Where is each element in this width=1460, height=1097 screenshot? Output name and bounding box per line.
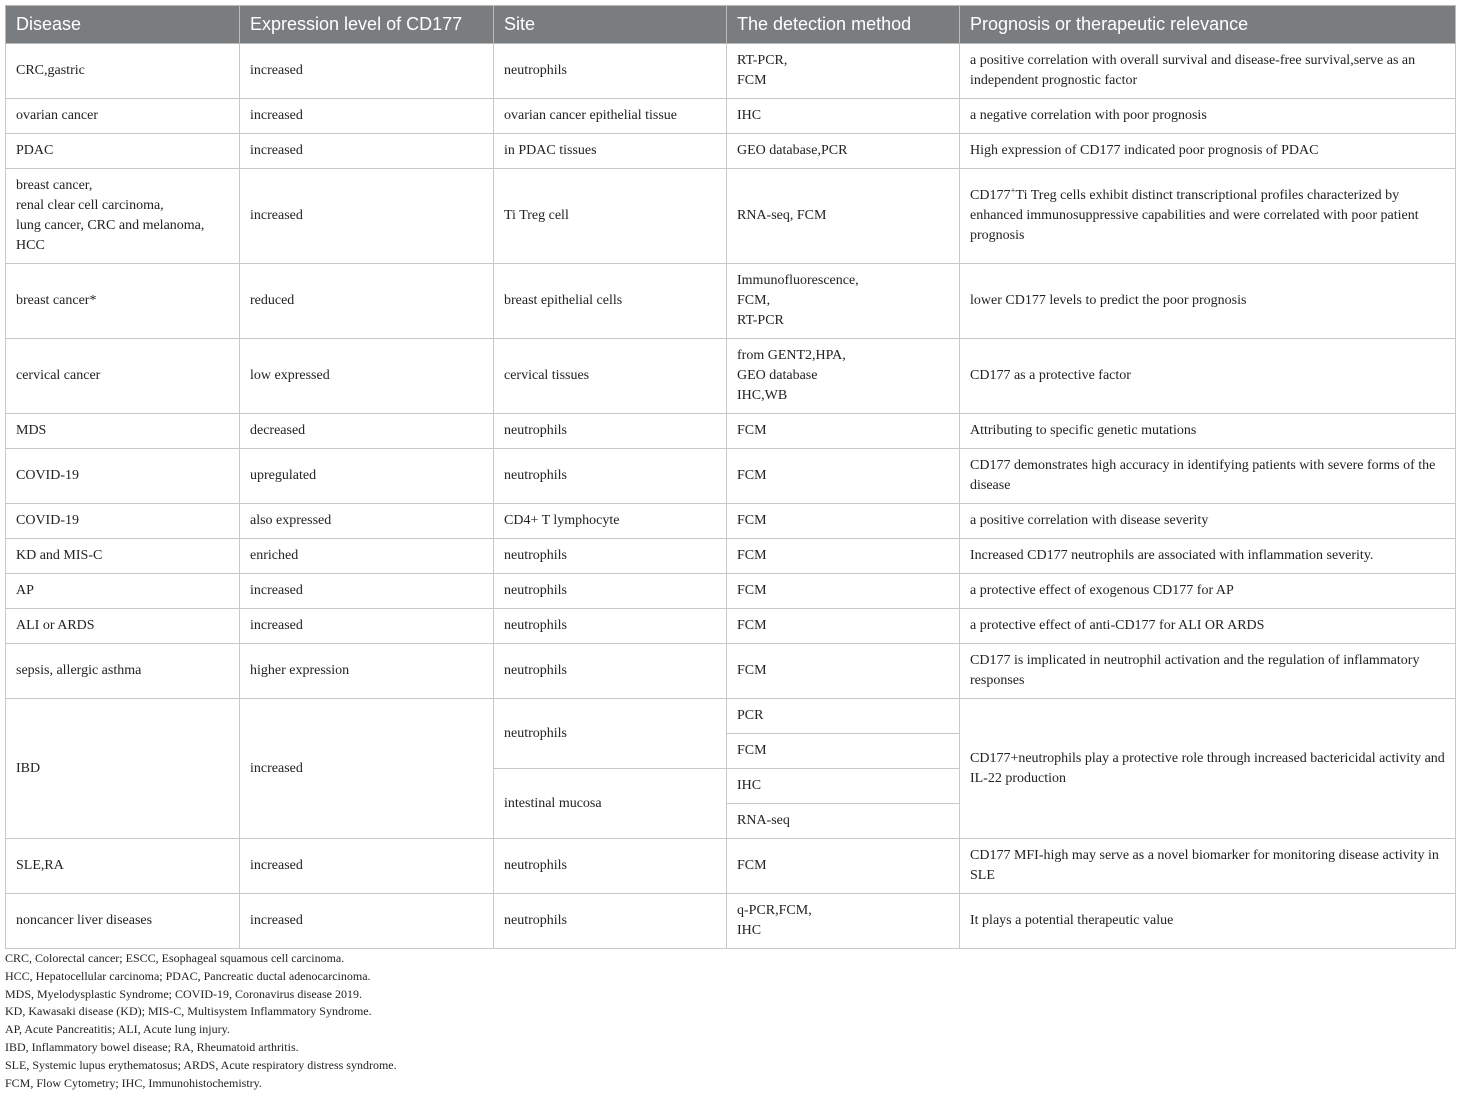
- site-cell: neutrophils: [494, 539, 727, 574]
- site-cell: neutrophils: [494, 414, 727, 449]
- table-row: [6, 99, 1456, 134]
- disease-cell: cervical cancer: [6, 339, 240, 414]
- expression-cell: increased: [240, 44, 494, 99]
- prognosis-cell: CD177 MFI-high may serve as a novel biomarker for monitoring disease activity in SLE: [960, 839, 1456, 894]
- disease-cell: COVID-19: [6, 504, 240, 539]
- site-cell: ovarian cancer epithelial tissue: [494, 99, 727, 134]
- expression-cell: decreased: [240, 414, 494, 449]
- prognosis-cell: High expression of CD177 indicated poor prognosis of PDAC: [960, 134, 1456, 169]
- prognosis-cell: CD177 as a protective factor: [960, 339, 1456, 414]
- disease-cell: PDAC: [6, 134, 240, 169]
- expression-cell: increased: [240, 609, 494, 644]
- disease-cell: COVID-19: [6, 449, 240, 504]
- footnote: CRC, Colorectal cancer; ESCC, Esophageal squamous cell carcinoma.: [5, 951, 345, 965]
- site-cell: neutrophils: [494, 839, 727, 894]
- table-row: [6, 169, 1456, 264]
- table-row: [6, 449, 1456, 504]
- cd177-table: [5, 5, 1456, 949]
- disease-cell: ovarian cancer: [6, 99, 240, 134]
- table-row: [6, 134, 1456, 169]
- site-cell: cervical tissues: [494, 339, 727, 414]
- method-cell: q-PCR,FCM, IHC: [727, 894, 960, 949]
- site-cell: neutrophils: [494, 449, 727, 504]
- method-cell: RT-PCR, FCM: [727, 44, 960, 99]
- site-cell: in PDAC tissues: [494, 134, 727, 169]
- prognosis-cell: CD177 is implicated in neutrophil activation and the regulation of inflammatory responses: [960, 644, 1456, 699]
- expression-cell: increased: [240, 699, 494, 839]
- header-site: Site: [494, 6, 727, 44]
- table-row: [6, 504, 1456, 539]
- expression-cell: reduced: [240, 264, 494, 339]
- footnote: MDS, Myelodysplastic Syndrome; COVID-19, Coronavirus disease 2019.: [5, 986, 362, 1001]
- footnote: IBD, Inflammatory bowel disease; RA, Rheumatoid arthritis.: [5, 1039, 299, 1054]
- footnote: AP, Acute Pancreatitis; ALI, Acute lung injury.: [5, 1022, 230, 1037]
- table-row: [6, 264, 1456, 339]
- disease-cell: breast cancer*: [6, 264, 240, 339]
- method-cell: FCM: [727, 449, 960, 504]
- method-cell: PCR: [727, 699, 960, 734]
- method-cell: FCM: [727, 414, 960, 449]
- prognosis-cell: CD177+neutrophils play a protective role through increased bactericidal activity and IL-22 production: [960, 699, 1456, 839]
- expression-cell: increased: [240, 894, 494, 949]
- disease-cell: MDS: [6, 414, 240, 449]
- header-row: [6, 6, 1456, 44]
- expression-cell: increased: [240, 134, 494, 169]
- footnote: HCC, Hepatocellular carcinoma; PDAC, Pancreatic ductal adenocarcinoma.: [5, 968, 371, 983]
- expression-cell: also expressed: [240, 504, 494, 539]
- table-row: [6, 699, 1456, 734]
- method-cell: Immunofluorescence, FCM, RT-PCR: [727, 264, 960, 339]
- site-cell: neutrophils: [494, 574, 727, 609]
- table-container: [5, 5, 1455, 949]
- method-cell: FCM: [727, 644, 960, 699]
- prognosis-cell: lower CD177 levels to predict the poor prognosis: [960, 264, 1456, 339]
- table-row: [6, 839, 1456, 894]
- prognosis-cell: CD177 demonstrates high accuracy in identifying patients with severe forms of the disease: [960, 449, 1456, 504]
- method-cell: FCM: [727, 839, 960, 894]
- site-cell: CD4+ T lymphocyte: [494, 504, 727, 539]
- table-row: [6, 339, 1456, 414]
- prognosis-cell: a negative correlation with poor prognosis: [960, 99, 1456, 134]
- prognosis-cell: a positive correlation with disease severity: [960, 504, 1456, 539]
- site-cell: Ti Treg cell: [494, 169, 727, 264]
- disease-cell: breast cancer, renal clear cell carcinoma, lung cancer, CRC and melanoma, HCC: [6, 169, 240, 264]
- method-cell: FCM: [727, 734, 960, 769]
- table-row: [6, 644, 1456, 699]
- prognosis-cell: CD177+Ti Treg cells exhibit distinct transcriptional profiles characterized by enhanced immunosuppressive capabilities and were correlated with poor patient prognosis: [960, 169, 1456, 264]
- expression-cell: increased: [240, 839, 494, 894]
- expression-cell: increased: [240, 574, 494, 609]
- prognosis-cell: a positive correlation with overall survival and disease-free survival,serve as an independent prognostic factor: [960, 44, 1456, 99]
- expression-cell: higher expression: [240, 644, 494, 699]
- table-row: [6, 539, 1456, 574]
- disease-cell: IBD: [6, 699, 240, 839]
- site-cell: neutrophils: [494, 609, 727, 644]
- disease-cell: AP: [6, 574, 240, 609]
- header-method: The detection method: [727, 6, 960, 44]
- disease-cell: SLE,RA: [6, 839, 240, 894]
- method-cell: FCM: [727, 609, 960, 644]
- disease-cell: noncancer liver diseases: [6, 894, 240, 949]
- table-row: [6, 44, 1456, 99]
- method-cell: IHC: [727, 769, 960, 804]
- method-cell: RNA-seq: [727, 804, 960, 839]
- header-prognosis: Prognosis or therapeutic relevance: [960, 6, 1456, 44]
- expression-cell: increased: [240, 99, 494, 134]
- expression-cell: upregulated: [240, 449, 494, 504]
- header-disease: Disease: [6, 6, 240, 44]
- footnote: SLE, Systemic lupus erythematosus; ARDS, Acute respiratory distress syndrome.: [5, 1057, 397, 1072]
- table-row: [6, 609, 1456, 644]
- prognosis-cell: a protective effect of anti-CD177 for ALI OR ARDS: [960, 609, 1456, 644]
- disease-cell: KD and MIS-C: [6, 539, 240, 574]
- method-cell: FCM: [727, 574, 960, 609]
- disease-cell: sepsis, allergic asthma: [6, 644, 240, 699]
- method-cell: RNA-seq, FCM: [727, 169, 960, 264]
- table-row: [6, 574, 1456, 609]
- site-cell: neutrophils: [494, 44, 727, 99]
- prognosis-cell: Attributing to specific genetic mutations: [960, 414, 1456, 449]
- expression-cell: enriched: [240, 539, 494, 574]
- site-cell: neutrophils: [494, 894, 727, 949]
- prognosis-cell: a protective effect of exogenous CD177 for AP: [960, 574, 1456, 609]
- method-cell: from GENT2,HPA, GEO database IHC,WB: [727, 339, 960, 414]
- footnotes: [5, 950, 397, 1092]
- site-cell: breast epithelial cells: [494, 264, 727, 339]
- site-cell: neutrophils: [494, 699, 727, 769]
- header-expression: Expression level of CD177: [240, 6, 494, 44]
- method-cell: GEO database,PCR: [727, 134, 960, 169]
- site-cell: neutrophils: [494, 644, 727, 699]
- expression-cell: increased: [240, 169, 494, 264]
- prognosis-cell: It plays a potential therapeutic value: [960, 894, 1456, 949]
- method-cell: FCM: [727, 539, 960, 574]
- table-row: [6, 894, 1456, 949]
- footnote: KD, Kawasaki disease (KD); MIS-C, Multisystem Inflammatory Syndrome.: [5, 1004, 372, 1019]
- method-cell: IHC: [727, 99, 960, 134]
- site-cell: intestinal mucosa: [494, 769, 727, 839]
- disease-cell: ALI or ARDS: [6, 609, 240, 644]
- method-cell: FCM: [727, 504, 960, 539]
- footnote: FCM, Flow Cytometry; IHC, Immunohistochemistry.: [5, 1075, 262, 1090]
- expression-cell: low expressed: [240, 339, 494, 414]
- table-row: [6, 414, 1456, 449]
- prognosis-cell: Increased CD177 neutrophils are associated with inflammation severity.: [960, 539, 1456, 574]
- disease-cell: CRC,gastric: [6, 44, 240, 99]
